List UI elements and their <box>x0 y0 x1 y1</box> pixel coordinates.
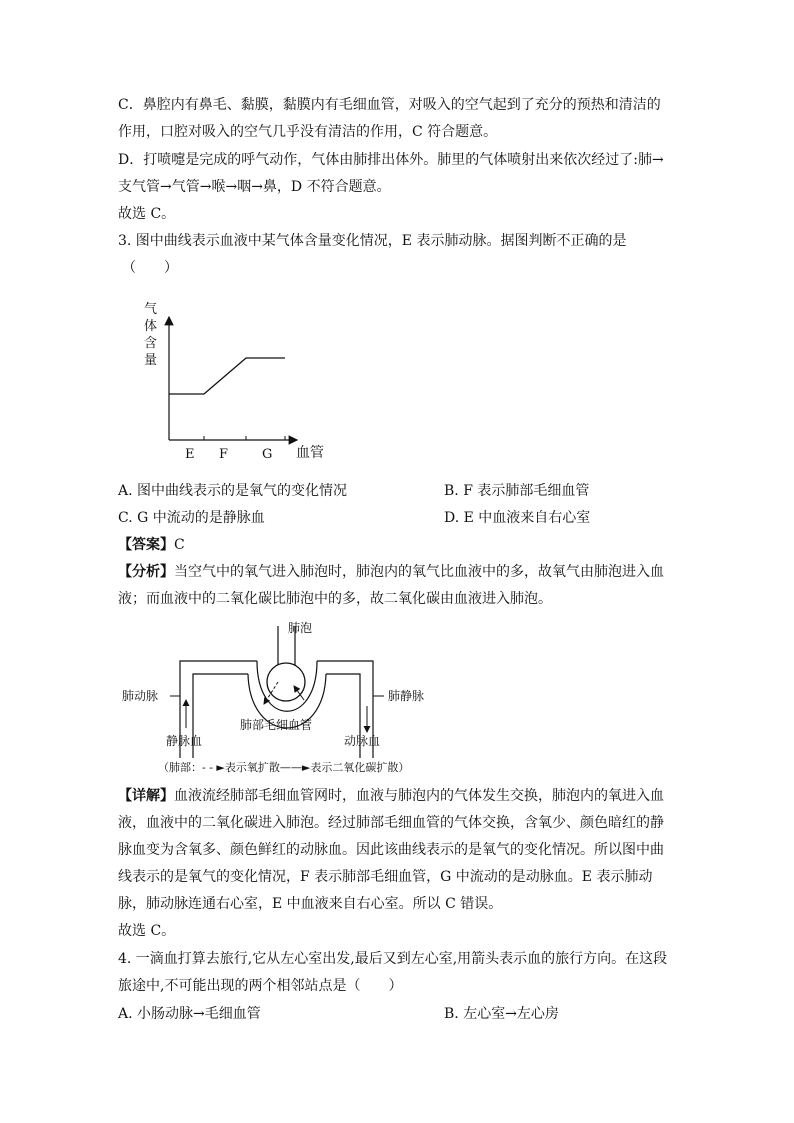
gas-content-graph <box>130 295 370 465</box>
q4-stem-line1: 4. 一滴血打算去旅行,它从左心室出发,最后又到左心室,用箭头表示血的旅行方向。在这段 <box>118 951 668 967</box>
q4-option-a: A. 小肠动脉→毛细血管 <box>118 1006 261 1022</box>
q4-option-b: B. 左心室→左心房 <box>444 1006 559 1022</box>
q3-option-b: B. F 表示肺部毛细血管 <box>444 483 590 499</box>
graph-ylabel-char: 体 <box>144 319 158 334</box>
q3-detail-line2: 液，血液中的二氧化碳进入肺泡。经过肺部毛细血管的气体交换，含氧少、颜色暗红的静 <box>118 815 664 831</box>
analysis-label: 【分析】 <box>118 564 174 580</box>
graph-tick-label-g: G <box>262 447 273 462</box>
q3-stem-line1: 3. 图中曲线表示血液中某气体含量变化情况，E 表示肺动脉。据图判断不正确的是 <box>118 233 627 249</box>
label-arterial-blood: 动脉血 <box>344 734 381 748</box>
capillary-outer <box>257 661 317 711</box>
q4-stem-line2: 旅途中,不可能出现的两个相邻站点是（ ） <box>118 978 403 994</box>
q3-option-d: D. E 中血液来自右心室 <box>444 510 591 526</box>
option-d-explanation-line2: 支气管→气管→喉→咽→鼻，D 不符合题意。 <box>118 179 391 195</box>
alveolus <box>267 663 305 701</box>
option-c-explanation-line1: C．鼻腔内有鼻毛、黏膜，黏膜内有毛细血管，对吸入的空气起到了充分的预热和清洁的 <box>118 97 661 113</box>
answer-value: C <box>174 537 185 553</box>
answer-label: 【答案】 <box>118 537 174 553</box>
label-pulmonary-vein: 肺静脉 <box>388 689 425 703</box>
analysis-text: 当空气中的氧气进入肺泡时，肺泡内的氧气比血液中的多，故氧气由肺泡进入血 <box>174 564 664 580</box>
q3-option-c: C. G 中流动的是静脉血 <box>118 510 265 526</box>
q3-detail-line5: 脉，肺动脉连通右心室，E 中血液来自右心室。所以 C 错误。 <box>118 896 503 912</box>
option-c-explanation-line2: 作用，口腔对吸入的空气几乎没有清洁的作用，C 符合题意。 <box>118 124 498 140</box>
q3-detail-line4: 线表示的是氧气的变化情况，F 表示肺部毛细血管，G 中流动的是动脉血。E 表示肺动 <box>118 869 653 885</box>
option-d-explanation-line1: D．打喷嚏是完成的呼气动作，气体由肺排出体外。肺里的气体喷射出来依次经过了:肺→ <box>118 152 664 168</box>
graph-tick-label-f: F <box>219 447 229 462</box>
pulmonary-exchange-diagram <box>118 618 448 778</box>
q3-analysis-line1 <box>118 562 664 582</box>
q3-conclusion: 故选 C。 <box>118 923 176 939</box>
label-pulmonary-artery: 肺动脉 <box>122 689 159 703</box>
gas-curve <box>169 358 285 394</box>
detail-text: 血液流经肺部毛细血管网时，血液与肺泡内的气体发生交换，肺泡内的氧进入血 <box>174 788 664 804</box>
q3-answer <box>118 535 185 555</box>
graph-tick-label-e: E <box>185 447 195 462</box>
graph-xlabel: 血管 <box>296 445 324 461</box>
diagram-legend: （肺部：- - ►表示氧扩散——►表示二氧化碳扩散） <box>158 761 410 774</box>
q3-analysis-line2: 液；而血液中的二氧化碳比肺泡中的多，故二氧化碳由血液进入肺泡。 <box>118 591 552 607</box>
detail-label: 【详解】 <box>118 788 174 804</box>
q3-option-a: A. 图中曲线表示的是氧气的变化情况 <box>118 483 348 499</box>
q3-detail-line3: 脉血变为含氧多、颜色鲜红的动脉血。因此该曲线表示的是氧气的变化情况。所以图中曲 <box>118 842 664 858</box>
label-venous-blood: 静脉血 <box>166 734 203 748</box>
prev-conclusion: 故选 C。 <box>118 206 176 222</box>
q3-detail-line1 <box>118 786 664 806</box>
q3-stem-blank: （ ） <box>122 260 178 276</box>
label-alveolus: 肺泡 <box>288 621 313 635</box>
graph-ylabel-char: 含 <box>144 336 158 351</box>
label-capillary: 肺部毛细血管 <box>240 718 313 732</box>
graph-ylabel-char: 量 <box>144 353 158 368</box>
graph-ylabel-char: 气 <box>144 302 158 317</box>
